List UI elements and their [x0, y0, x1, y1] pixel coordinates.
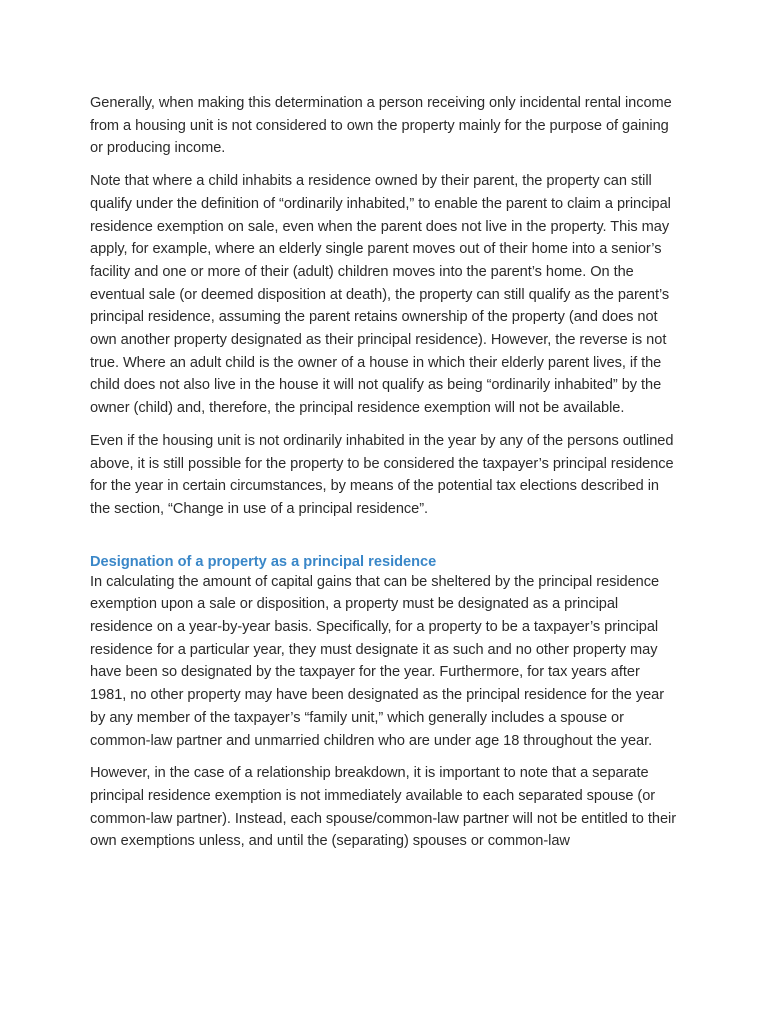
paragraph-designation-year-by-year: In calculating the amount of capital gains that can be sheltered by the principal residence exemption upon a sale or disposition, a property must be designated as a principal residence on a year-by-year basis. Specifically, for a property to be a taxpayer’s principal residence for a particular year, they must designate it as such and no other property may have been so designated by the taxpayer for the year. Furthermore, for tax years after 1981, no other property may have been designated as the principal residence for the year by any member of the taxpayer’s “family unit,” which generally includes a spouse or common-law partner and unmarried children who are under age 18 throughout the year.	[90, 573, 665, 749]
paragraph-tax-elections: Even if the housing unit is not ordinarily inhabited in the year by any of the persons outlined above, it is still possible for the property to be considered the taxpayer’s principal residence for the year in certain circumstances, by means of the potential tax elections described in the section, “Change in use of a principal residence”.	[90, 432, 674, 517]
section-heading-designation: Designation of a property as a principal residence	[90, 553, 437, 570]
paragraph-relationship-breakdown: However, in the case of a relationship breakdown, it is important to note that a separate principal residence exemption is not immediately available to each separated spouse (or common-law partner). Instead, each spouse/common-law partner will not be entitled to their own exemptions unless, and until the (separating) spouses or common-law	[90, 765, 677, 850]
paragraph-ordinarily-inhabited-child: Note that where a child inhabits a residence owned by their parent, the property can still qualify under the definition of “ordinarily inhabited,” to enable the parent to claim a principal residence exemption on sale, even when the parent does not live in the property. This may apply, for example, where an elderly single parent moves out of their home into a senior’s facility and one or more of their (adult) children moves into the parent’s home. On the eventual sale (or deemed disposition at death), the property can still qualify as the parent’s principal residence, assuming the parent retains ownership of the property (and does not own another property designated as their principal residence). However, the reverse is not true. Where an adult child is the owner of a house in which their elderly parent lives, if the child does not also live in the house it will not qualify as being “ordinarily inhabited” by the owner (child) and, therefore, the principal residence exemption will not be available.	[90, 173, 671, 417]
paragraph-incidental-rental: Generally, when making this determination a person receiving only incidental rental income from a housing unit is not considered to own the property mainly for the purpose of gaining or producing income.	[90, 95, 672, 157]
document-page	[90, 92, 680, 863]
